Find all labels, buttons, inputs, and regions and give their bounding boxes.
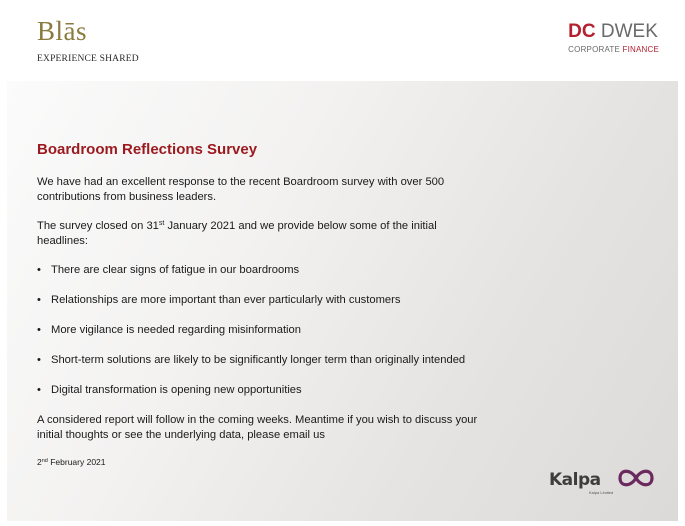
date-rest: February 2021 bbox=[47, 457, 106, 467]
page-title: Boardroom Reflections Survey bbox=[37, 141, 258, 158]
publication-date bbox=[37, 457, 487, 467]
infinity-icon bbox=[617, 467, 655, 489]
dc-dwek-logo-sub: CORPORATE bbox=[568, 45, 623, 54]
headlines-list bbox=[37, 263, 487, 398]
dc-dwek-logo-dc: DC bbox=[568, 21, 596, 42]
list-item: • There are clear signs of fatigue in our boardrooms bbox=[37, 263, 487, 278]
ordinal-suffix: st bbox=[158, 220, 165, 227]
intro-paragraph: We have had an excellent response to the recent Boardroom survey with over 500 contributions from business leaders. bbox=[37, 176, 445, 203]
survey-closed-text-rest: January 2021 and we provide below some of the initial headlines: bbox=[37, 220, 437, 247]
dc-dwek-logo-dwek: DWEK bbox=[600, 21, 658, 42]
list-item: • Short-term solutions are likely to be significantly longer term than originally intended bbox=[37, 353, 487, 368]
blas-logo-name: Blās bbox=[37, 16, 88, 46]
date-ordinal-suffix: nd bbox=[41, 458, 48, 464]
blas-logo bbox=[37, 18, 139, 64]
list-item: • Digital transformation is opening new opportunities bbox=[37, 383, 487, 398]
kalpa-logo-sub: Kalpa Limited bbox=[589, 490, 614, 495]
header bbox=[0, 0, 685, 80]
survey-content bbox=[37, 141, 487, 467]
date-day: 2 bbox=[37, 457, 42, 467]
kalpa-logo-name: Kalpa bbox=[549, 470, 601, 490]
survey-closed-text: The survey closed on 31 bbox=[37, 220, 159, 232]
content-panel bbox=[7, 81, 678, 521]
list-item: • Relationships are more important than ever particularly with customers bbox=[37, 293, 487, 308]
list-item: • More vigilance is needed regarding misinformation bbox=[37, 323, 487, 338]
closing-paragraph: A considered report will follow in the coming weeks. Meantime if you wish to discuss your initial thoughts or see the underlying data, please email us bbox=[37, 414, 478, 441]
kalpa-logo bbox=[549, 466, 659, 496]
dc-dwek-logo-finance: FINANCE bbox=[622, 45, 659, 54]
dc-dwek-logo bbox=[568, 22, 659, 54]
survey-closed-paragraph bbox=[37, 219, 487, 249]
blas-logo-tagline: EXPERIENCE SHARED bbox=[37, 54, 139, 64]
